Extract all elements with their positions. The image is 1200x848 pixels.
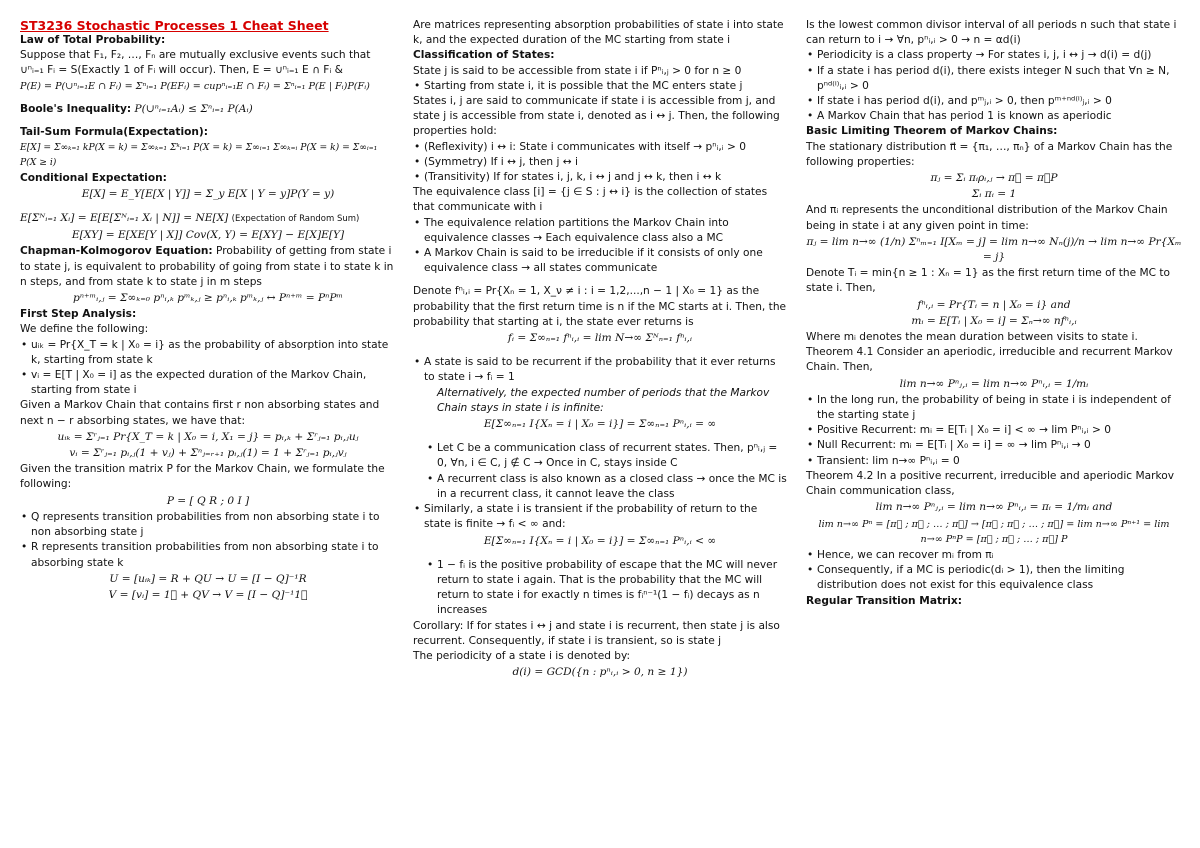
limiting-theorem-heading: Basic Limiting Theorem of Markov Chains: — [806, 125, 1058, 138]
random-sum-note: (Expectation of Random Sum) — [231, 214, 360, 225]
regular-matrix-heading: Regular Transition Matrix: — [806, 594, 962, 607]
first-step-bullet-duration: • vᵢ = E[T | X₀ = i] as the expected duration of the Markov Chain, starting from state i — [20, 368, 396, 398]
stationary-eq1: πⱼ = Σᵢ πᵢρᵢ,ⱼ → π⃗ = π⃗P — [930, 172, 1058, 185]
tail-sum-equation: E[X] = Σ∞ₖ₌₁ kP(X = k) = Σ∞ₖ₌₁ Σᵏᵢ₌₁ P(X = k) = Σ∞ᵢ₌₁ Σ∞ₖ₌ᵢ P(X = k) = Σ∞ᵢ₌₁ P(X ≥ i) — [20, 142, 378, 169]
recover-bullet: • Hence, we can recover mᵢ from πᵢ — [806, 548, 1182, 563]
theorem-4-1: Theorem 4.1 Consider an aperiodic, irreducible and recurrent Markov Chain. Then, — [806, 346, 1173, 374]
period-integer-bullet: • If a state i has period d(i), there exists integer N such that ∀n ≥ N, pⁿᵈ⁽ⁱ⁾ᵢ,ᵢ > 0 — [806, 64, 1182, 94]
unconditional-text: And πᵢ represents the unconditional distribution of the Markov Chain being in state i at any given point in time: — [806, 204, 1168, 232]
mean-duration-text: Where mᵢ denotes the mean duration between visits to state i. — [806, 331, 1138, 344]
class-property-bullet: • Periodicity is a class property → For states i, j, i ↔ j → d(i) = d(j) — [806, 48, 1182, 63]
transition-matrix-bullet-r: • R represents transition probabilities from non absorbing state i to absorbing state k — [20, 540, 396, 570]
tail-sum-heading: Tail-Sum Formula(Expectation): — [20, 126, 209, 139]
boole-heading: Boole's Inequality: — [20, 102, 132, 115]
conditional-expectation-eq3: E[XY] = E[XE[Y | X]] Cov(X, Y) = E[XY] − E[X]E[Y] — [71, 229, 345, 242]
conditional-expectation-heading: Conditional Expectation: — [20, 171, 167, 184]
chapman-kolmogorov-text: Probability of getting from state i to state j, is equivalent to probability of going from state i to state k in n steps, and from state k to state j in m steps — [20, 245, 394, 288]
law-equation: P(E) = P(∪ⁿᵢ₌₁E ∩ Fᵢ) = Σⁿᵢ₌₁ P(EFᵢ) = cupⁿᵢ₌₁E ∩ Fᵢ) = Σⁿᵢ₌₁ P(E | Fᵢ)P(Fᵢ) — [20, 80, 370, 92]
unconditional-equation: πⱼ = lim n→∞ (1/n) Σⁿₘ₌₁ I[Xₘ = j] = lim n→∞ Nₙ(j)/n → lim n→∞ Pr{Xₘ = j} — [806, 235, 1182, 264]
absorption-matrix-equation: U = [uᵢₖ] = R + QU → U = [I − Q]⁻¹R — [109, 572, 307, 585]
communication-class-bullet: • Let C be a communication class of recurrent states. Then, pⁿᵢ,ⱼ = 0, ∀n, i ∈ C, j ∉ C → Once in C, stays inside C — [413, 441, 787, 471]
aperiodic-bullet: • A Markov Chain that has period 1 is known as aperiodic — [806, 109, 1182, 124]
first-step-intro: We define the following: — [20, 323, 149, 336]
stationary-eq2: Σᵢ πᵢ = 1 — [971, 188, 1017, 201]
first-return-equation: fᵢ = Σ∞ₙ₌₁ fⁿᵢ,ᵢ = lim N→∞ Σᴺₙ₌₁ fⁿᵢ,ᵢ — [507, 332, 693, 345]
conditional-expectation-eq2: E[Σᴺᵢ₌₁ Xᵢ] = E[E[Σᴺᵢ₌₁ Xᵢ | N]] = NE[X] — [20, 212, 229, 225]
recurrent-alternative: Alternatively, the expected number of periods that the Markov Chain stays in state i is infinite: — [437, 386, 770, 414]
transient-limit-bullet: • Transient: lim n→∞ Pⁿᵢ,ᵢ = 0 — [806, 454, 1182, 469]
null-recurrent-bullet: • Null Recurrent: mᵢ = E[Tᵢ | X₀ = i] = ∞ → lim Pⁿᵢ,ᵢ → 0 — [806, 438, 1182, 453]
first-step-text: Given a Markov Chain that contains first r non absorbing states and next n − r absorbing states, we have that: — [20, 399, 380, 427]
accessible-text: State j is said to be accessible from state i if Pⁿᵢ,ⱼ > 0 for n ≥ 0 — [413, 64, 742, 77]
transition-matrix-equation: P = [ Q R ; 0 I ] — [166, 494, 250, 507]
transient-equation: E[Σ∞ₙ₌₁ I{Xₙ = i | X₀ = i}] = Σ∞ₙ₌₁ Pⁿᵢ,ᵢ < ∞ — [483, 534, 717, 547]
transient-bullet: • Similarly, a state i is transient if the probability of return to the state is finite → fᵢ < ∞ and: — [413, 502, 787, 532]
first-step-heading: First Step Analysis: — [20, 308, 137, 321]
reflexivity-bullet: • (Reflexivity) i ↔ i: State i communicates with itself → pⁿᵢ,ᵢ > 0 — [413, 140, 787, 155]
transition-matrix-text: Given the transition matrix P for the Markov Chain, we formulate the following: — [20, 463, 385, 491]
sheet-title: ST3236 Stochastic Processes 1 Cheat Sheet — [20, 18, 329, 33]
classification-heading: Classification of States: — [413, 49, 555, 62]
return-time-eq2: mᵢ = E[Tᵢ | X₀ = i] = Σₙ→∞ nfⁿᵢ,ᵢ — [911, 314, 1077, 327]
stationary-text: The stationary distribution π⃗ = {π₁, …, πₙ} of a Markov Chain has the following properties: — [806, 140, 1173, 168]
theorem-4-2-equation: lim n→∞ Pⁿⱼ,ᵢ = lim n→∞ Pⁿᵢ,ᵢ = πᵢ = 1/mᵢ and — [875, 501, 1113, 514]
recurrent-equation: E[Σ∞ₙ₌₁ I{Xₙ = i | X₀ = i}] = Σ∞ₙ₌₁ Pⁿᵢ,ᵢ = ∞ — [483, 418, 717, 431]
long-run-bullet: • In the long run, the probability of being in state i is independent of the starting state j — [806, 393, 1182, 423]
periodic-limit-bullet: • Consequently, if a MC is periodic(dᵢ > 1), then the limiting distribution does not exist for this equivalence class — [806, 563, 1182, 593]
duration-vector-equation: V = [vᵢ] = 1⃗ + QV → V = [I − Q]⁻¹1⃗ — [108, 588, 308, 601]
law-heading: Law of Total Probability: — [20, 34, 166, 46]
first-step-bullet-absorption: • uᵢₖ = Pr{X_T = k | X₀ = i} as the probability of absorption into state k, starting from state k — [20, 338, 396, 368]
communicate-text: States i, j are said to communicate if state i is accessible from j, and state j is accessible from state i, denoted as i ↔ j. Then, the following properties hold: — [413, 95, 780, 138]
chapman-kolmogorov-heading: Chapman-Kolmogorov Equation: — [20, 245, 213, 258]
limit-matrix-equation: lim n→∞ Pⁿ = [π⃗ ; π⃗ ; … ; π⃗] → [π⃗ ; π⃗ ; … ; π⃗] = lim n→∞ Pⁿ⁺¹ = lim n→∞ PⁿP = [π⃗ ; π⃗ ; … ; π⃗] P — [818, 518, 1170, 545]
corollary-text: Corollary: If for states i ↔ j and state i is recurrent, then state j is also recurrent. Consequently, if state i is transient, so is state j — [413, 619, 780, 647]
escape-bullet: • 1 − fᵢ is the positive probability of escape that the MC will never return to state i again. That is the probability that the MC will return to state i for exactly n times is fᵢⁿ⁻¹(1 − fᵢ) decays as n increases — [413, 558, 787, 619]
law-text: Suppose that F₁, F₂, …, Fₙ are mutually exclusive events such that ∪ⁿᵢ₌₁ Fᵢ = S(Exactly 1 of Fᵢ will occur). Then, E = ∪ⁿᵢ₌₁ E ∩ Fᵢ & — [20, 49, 371, 77]
transitivity-bullet: • (Transitivity) If for states i, j, k, i ↔ j and j ↔ k, then i ↔ k — [413, 170, 787, 185]
first-return-text: Denote fⁿᵢ,ᵢ = Pr{Xₙ = 1, X_ν ≠ i : i = 1,2,...,n − 1 | X₀ = 1} as the probability that the first return time is n if the MC starts at i. Then, the probability that starting at i, the state ever returns is — [413, 285, 787, 328]
column-2 — [413, 18, 787, 681]
conditional-expectation-eq1: E[X] = E_Y[E[X | Y]] = Σ_y E[X | Y = y]P(Y = y) — [81, 187, 335, 200]
partition-bullet: • The equivalence relation partitions the Markov Chain into equivalence classes → Each equivalence class also a MC — [413, 216, 787, 246]
transition-matrix-bullet-q: • Q represents transition probabilities from non absorbing state i to non absorbing state j — [20, 510, 396, 540]
lcd-text: Is the lowest common divisor interval of all periods n such that state i can return to i → ∀n, pⁿᵢ,ᵢ > 0 → n = αd(i) — [806, 19, 1177, 47]
column-3 — [806, 18, 1182, 609]
first-step-eq-v: vᵢ = Σʳⱼ₌₁ pᵢ,ⱼ(1 + vⱼ) + Σⁿⱼ₌ᵣ₊₁ pᵢ,ⱼ(1) = 1 + Σʳⱼ₌₁ pᵢ,ⱼvⱼ — [69, 447, 347, 460]
boole-equation: P(∪ⁿᵢ₌₁Aᵢ) ≤ Σⁿᵢ₌₁ P(Aᵢ) — [134, 102, 253, 115]
first-step-eq-u: uᵢₖ = Σʳⱼ₌₁ Pr{X_T = k | X₀ = i, X₁ = j} = pᵢ,ₖ + Σʳⱼ₌₁ pᵢ,ⱼuⱼ — [57, 430, 359, 443]
return-time-eq1: fⁿᵢ,ᵢ = Pr{Tᵢ = n | X₀ = i} and — [917, 298, 1071, 311]
matrices-text: Are matrices representing absorption probabilities of state i into state k, and the expected duration of the MC starting from state i — [413, 19, 784, 47]
recurrent-bullet: • A state is said to be recurrent if the probability that it ever returns to state i → fᵢ = 1 — [413, 355, 787, 385]
closed-class-bullet: • A recurrent class is also known as a closed class → once the MC is in a recurrent class, it cannot leave the class — [413, 472, 787, 502]
symmetry-bullet: • (Symmetry) If i ↔ j, then j ↔ i — [413, 155, 787, 170]
periodicity-text: The periodicity of a state i is denoted by: — [413, 649, 631, 662]
chapman-kolmogorov-equation: pⁿ⁺ᵐᵢ,ⱼ = Σ∞ₖ₌₀ pⁿᵢ,ₖ pᵐₖ,ⱼ ≥ pⁿᵢ,ₖ pᵐₖ,ⱼ ↔ Pⁿ⁺ᵐ = PⁿPᵐ — [72, 292, 344, 305]
irreducible-bullet: • A Markov Chain is said to be irreducible if it consists of only one equivalence class → all states communicate — [413, 246, 787, 276]
accessible-bullet: • Starting from state i, it is possible that the MC enters state j — [413, 79, 787, 94]
periodicity-equation: d(i) = GCD({n : pⁿᵢ,ᵢ > 0, n ≥ 1}) — [512, 666, 688, 679]
theorem-4-2: Theorem 4.2 In a positive recurrent, irreducible and aperiodic Markov Chain communication class, — [806, 469, 1174, 498]
equivalence-class-text: The equivalence class [i] = {j ∈ S : j ↔ i} is the collection of states that communicate with i — [413, 186, 768, 214]
period-return-bullet: • If state i has period d(i), and pᵐⱼ,ᵢ > 0, then pᵐ⁺ⁿᵈ⁽ⁱ⁾ⱼ,ᵢ > 0 — [806, 94, 1182, 109]
column-1 — [20, 18, 396, 604]
return-time-text: Denote Tᵢ = min{n ≥ 1 : Xₙ = 1} as the first return time of the MC to state i. Then, — [806, 267, 1171, 295]
theorem-4-1-equation: lim n→∞ Pⁿⱼ,ᵢ = lim n→∞ Pⁿᵢ,ᵢ = 1/mᵢ — [899, 377, 1089, 390]
positive-recurrent-bullet: • Positive Recurrent: mᵢ = E[Tᵢ | X₀ = i] < ∞ → lim Pⁿᵢ,ᵢ > 0 — [806, 423, 1182, 438]
